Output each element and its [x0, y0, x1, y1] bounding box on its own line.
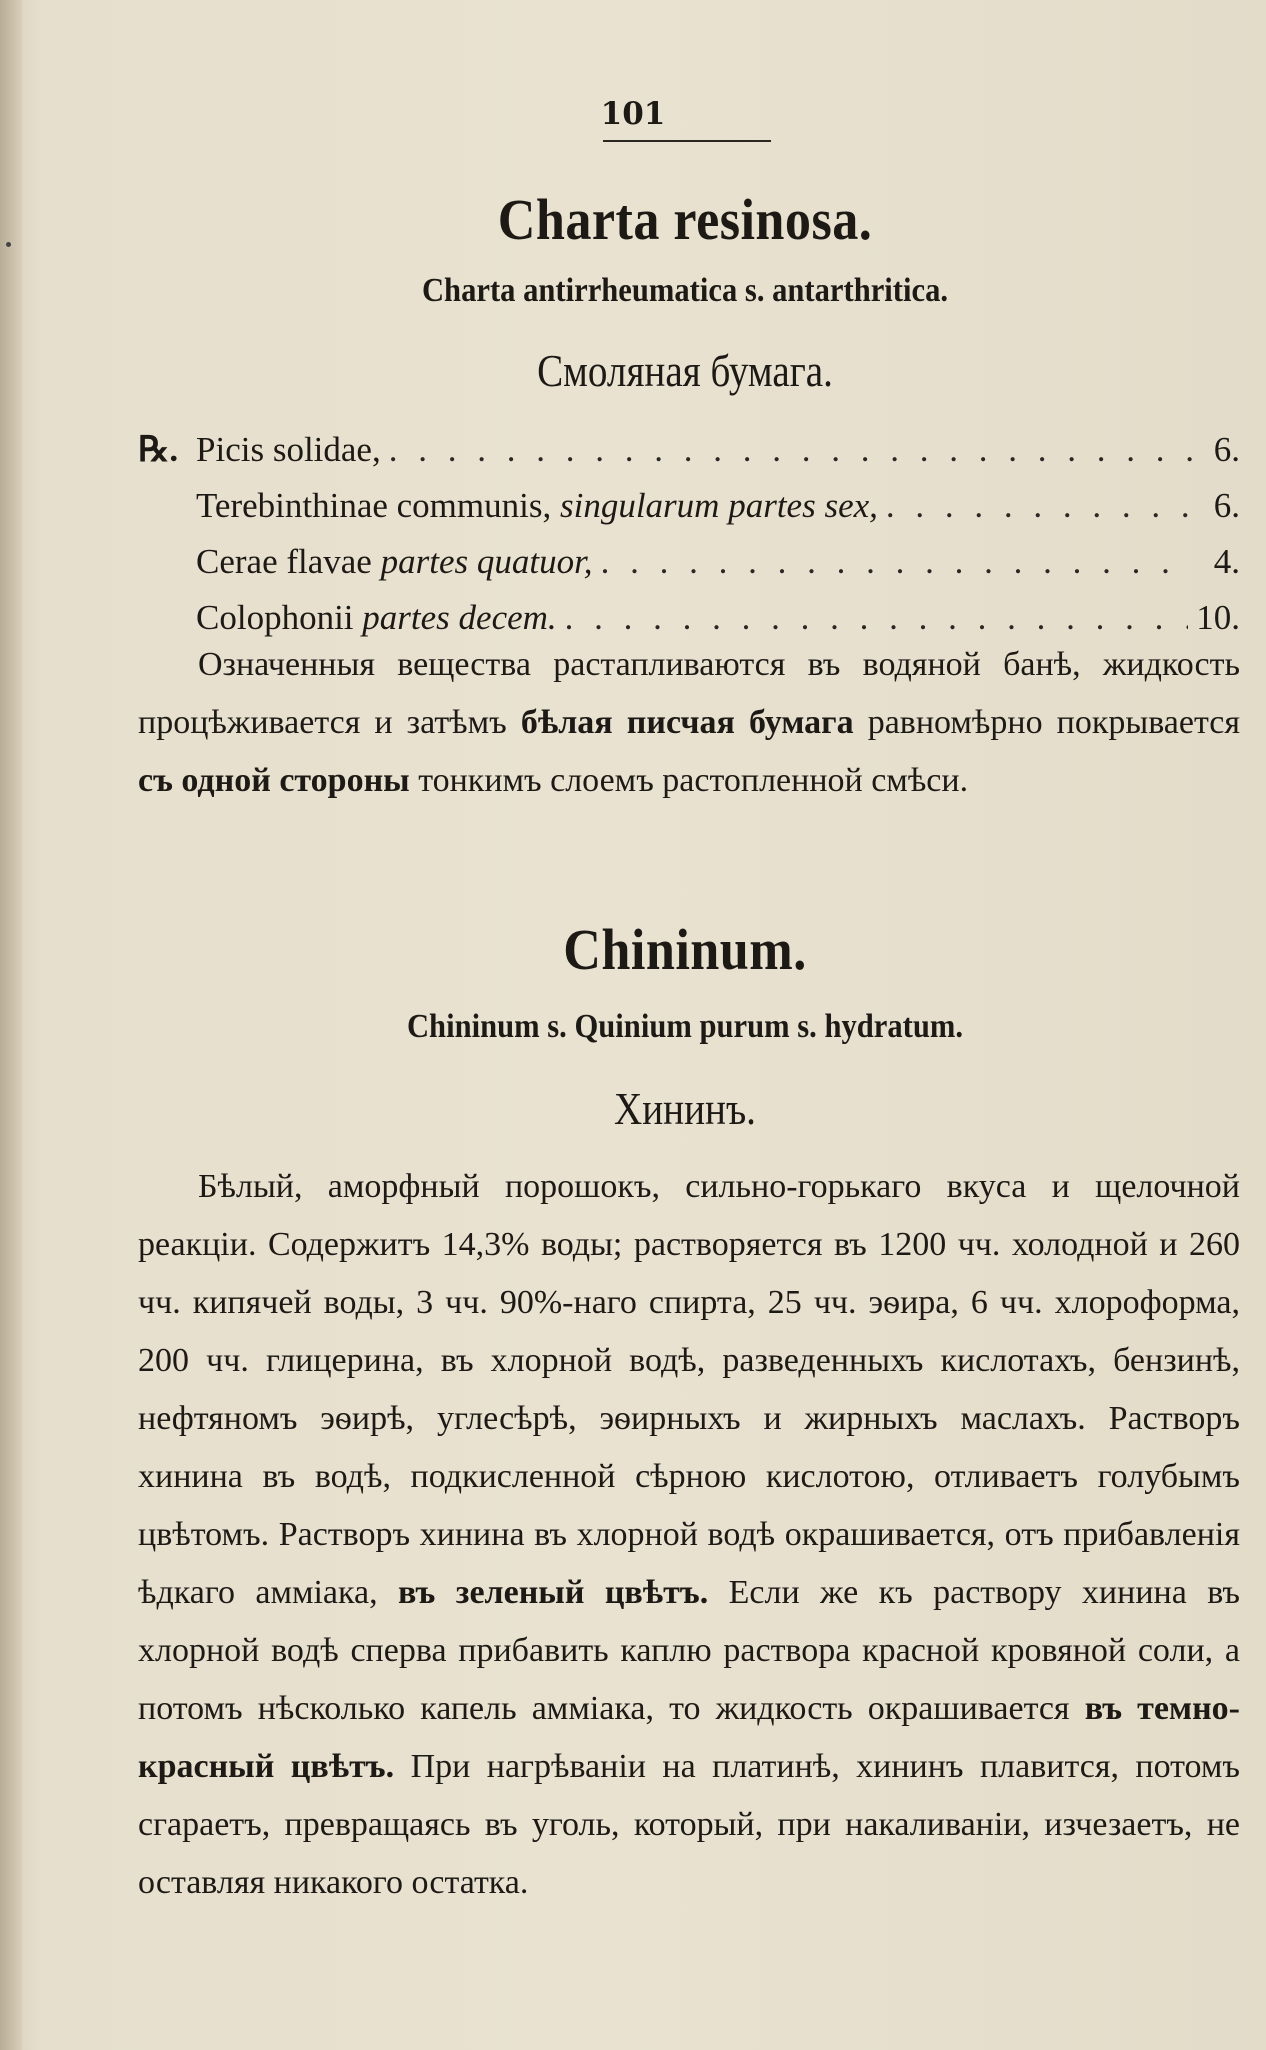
- ingredient-qty: 10.: [1196, 598, 1240, 637]
- section-russian-title-chininum: Хининъ.: [614, 1083, 756, 1134]
- ingredient-qty: 6.: [1213, 486, 1240, 525]
- ingredient-name: Picis solidae,: [196, 430, 381, 469]
- recipe-row: [138, 542, 1240, 598]
- ingredient-name: Colophonii partes decem.: [196, 598, 557, 637]
- section-subtitle-chininum: Chininum s. Quinium purum s. hydratum.: [406, 1008, 964, 1045]
- section-title-chininum: Chininum.: [563, 917, 807, 982]
- recipe-symbol: ℞.: [138, 430, 179, 469]
- page-number-rule: [603, 140, 771, 142]
- leader-dots: [565, 598, 1189, 638]
- ingredient-qty: 6.: [1213, 430, 1240, 469]
- description-paragraph: Бѣлый, аморфный порошокъ, сильно-горькаго вкуса и щелочной реакціи. Содержитъ 14,3% воды; растворяется въ 1200 чч. холодной и 260 чч. кипячей воды, 3 чч. 90%-наго спирта, 25 чч. эѳира, 6 чч. хлороформа, 200 чч. глицерина, въ хлорной водѣ, разведенныхъ кислотахъ, бензинѣ, нефтяномъ эѳирѣ, углесѣрѣ, эѳирныхъ и жирныхъ маслахъ. Растворъ хинина въ водѣ, подкисленной сѣрною кислотою, отливаетъ голубымъ цвѣтомъ. Растворъ хинина въ хлорной водѣ окрашивается, отъ прибавленія ѣдкаго амміака, въ зеленый цвѣтъ. Если же къ раствору хинина въ хлорной водѣ сперва прибавить каплю раствора красной кровяной соли, а потомъ нѣсколько капель амміака, то жидкость окрашивается въ темно-красный цвѣтъ. При нагрѣваніи на платинѣ, хининъ плавится, потомъ сгараетъ, превращаясь въ уголь, который, при накаливаніи, изчезаетъ, не оставляя никакого остатка.: [138, 1168, 1241, 1901]
- section-title-charta: Charta resinosa.: [497, 187, 873, 252]
- recipe-row: [138, 430, 1240, 486]
- leader-dots: [601, 542, 1192, 582]
- section-russian-title-charta: Смоляная бумага.: [537, 345, 833, 396]
- recipe-list: [138, 430, 1240, 654]
- leader-dots: [886, 486, 1192, 526]
- page-number: 101: [600, 96, 666, 132]
- section-subtitle-charta: Charta antirrheumatica s. antarthritica.: [421, 272, 949, 309]
- preparation-paragraph: Означенныя вещества растапливаются въ водяной банѣ, жидкость процѣживается и затѣмъ бѣлая писчая бумага равномѣрно покрывается съ одной стороны тонкимъ слоемъ растопленной смѣси.: [138, 646, 1240, 799]
- ingredient-qty: 4.: [1213, 542, 1240, 581]
- ingredient-name: Terebinthinae communis, singularum partes sex,: [196, 486, 878, 525]
- page-gutter: [0, 0, 22, 2050]
- recipe-row: [138, 486, 1240, 542]
- ink-speck: [6, 242, 11, 247]
- leader-dots: [389, 430, 1192, 470]
- ingredient-name: Cerae flavae partes quatuor,: [196, 542, 593, 581]
